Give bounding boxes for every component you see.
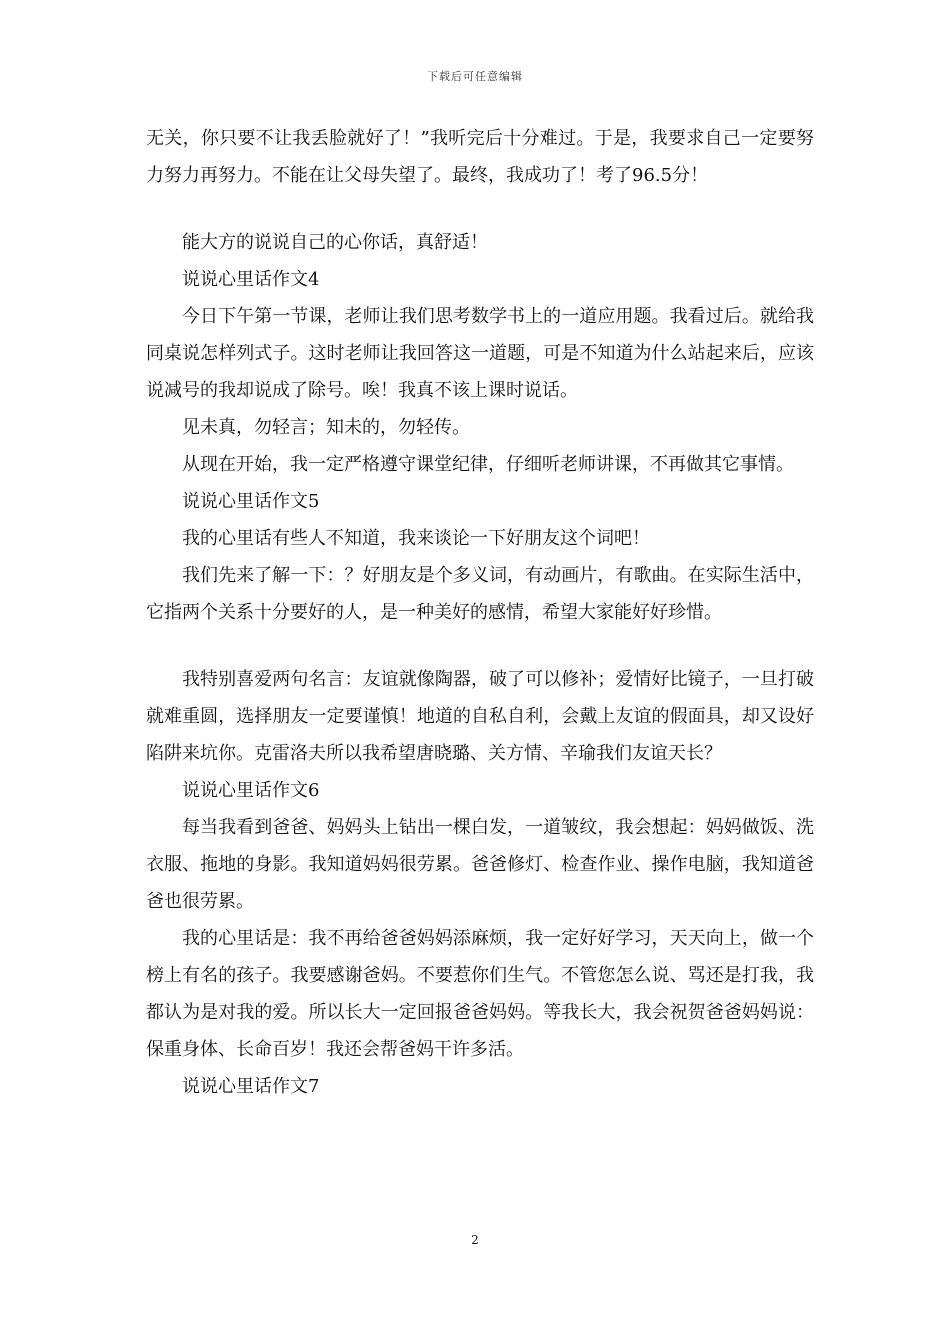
- essay-heading-5: 说说心里话作文5: [182, 491, 320, 512]
- paragraph-continuation: 无关，你只要不让我丢脸就好了！”我听完后十分难过。于是，我要求自己一定要努力努力再努力。不能在让父母失望了。最终，我成功了！考了96.5分！: [146, 128, 814, 186]
- paragraph-gap: [146, 194, 814, 224]
- paragraph: 见未真，勿轻言；知未的，勿轻传。: [182, 417, 470, 438]
- paragraph: 我的心里话有些人不知道，我来谈论一下好朋友这个词吧！: [182, 528, 650, 549]
- essay-heading-6: 说说心里话作文6: [182, 780, 320, 801]
- essay-heading-7: 说说心里话作文7: [182, 1076, 320, 1097]
- document-body: [146, 120, 814, 1105]
- paragraph: 每当我看到爸爸、妈妈头上钻出一棵白发，一道皱纹，我会想起：妈妈做饭、洗衣服、拖地的身影。我知道妈妈很劳累。爸爸修灯、检查作业、操作电脑，我知道爸爸也很劳累。: [146, 817, 814, 912]
- paragraph: 我特别喜爱两句名言：友谊就像陶器，破了可以修补；爱情好比镜子，一旦打破就难重圆，选择朋友一定要谨慎！地道的自私自利，会戴上友谊的假面具，却又设好陷阱来坑你。克雷洛夫所以我希望唐晓璐、关方情、辛瑜我们友谊天长？: [146, 669, 814, 764]
- paragraph-gap: [146, 631, 814, 661]
- paragraph: 今日下午第一节课，老师让我们思考数学书上的一道应用题。我看过后。就给我同桌说怎样列式子。这时老师让我回答这一道题，可是不知道为什么站起来后，应该说减号的我却说成了除号。唉！我真不该上课时说话。: [146, 306, 814, 401]
- paragraph: 能大方的说说自己的心你话，真舒适！: [182, 232, 488, 253]
- essay-heading-4: 说说心里话作文4: [182, 269, 320, 290]
- paragraph: 我的心里话是：我不再给爸爸妈妈添麻烦，我一定好好学习，天天向上，做一个榜上有名的孩子。我要感谢爸妈。不要惹你们生气。不管您怎么说、骂还是打我，我都认为是对我的爱。所以长大一定回报爸爸妈妈。等我长大，我会祝贺爸爸妈妈说：保重身体、长命百岁！我还会帮爸妈干许多活。: [146, 928, 814, 1060]
- page-number: 2: [471, 1233, 479, 1247]
- paragraph: 我们先来了解一下：？好朋友是个多义词，有动画片，有歌曲。在实际生活中，它指两个关系十分要好的人，是一种美好的感情，希望大家能好好珍惜。: [146, 565, 814, 623]
- header-note: 下载后可任意编辑: [427, 70, 523, 83]
- paragraph: 从现在开始，我一定严格遵守课堂纪律，仔细听老师讲课，不再做其它事情。: [182, 454, 794, 475]
